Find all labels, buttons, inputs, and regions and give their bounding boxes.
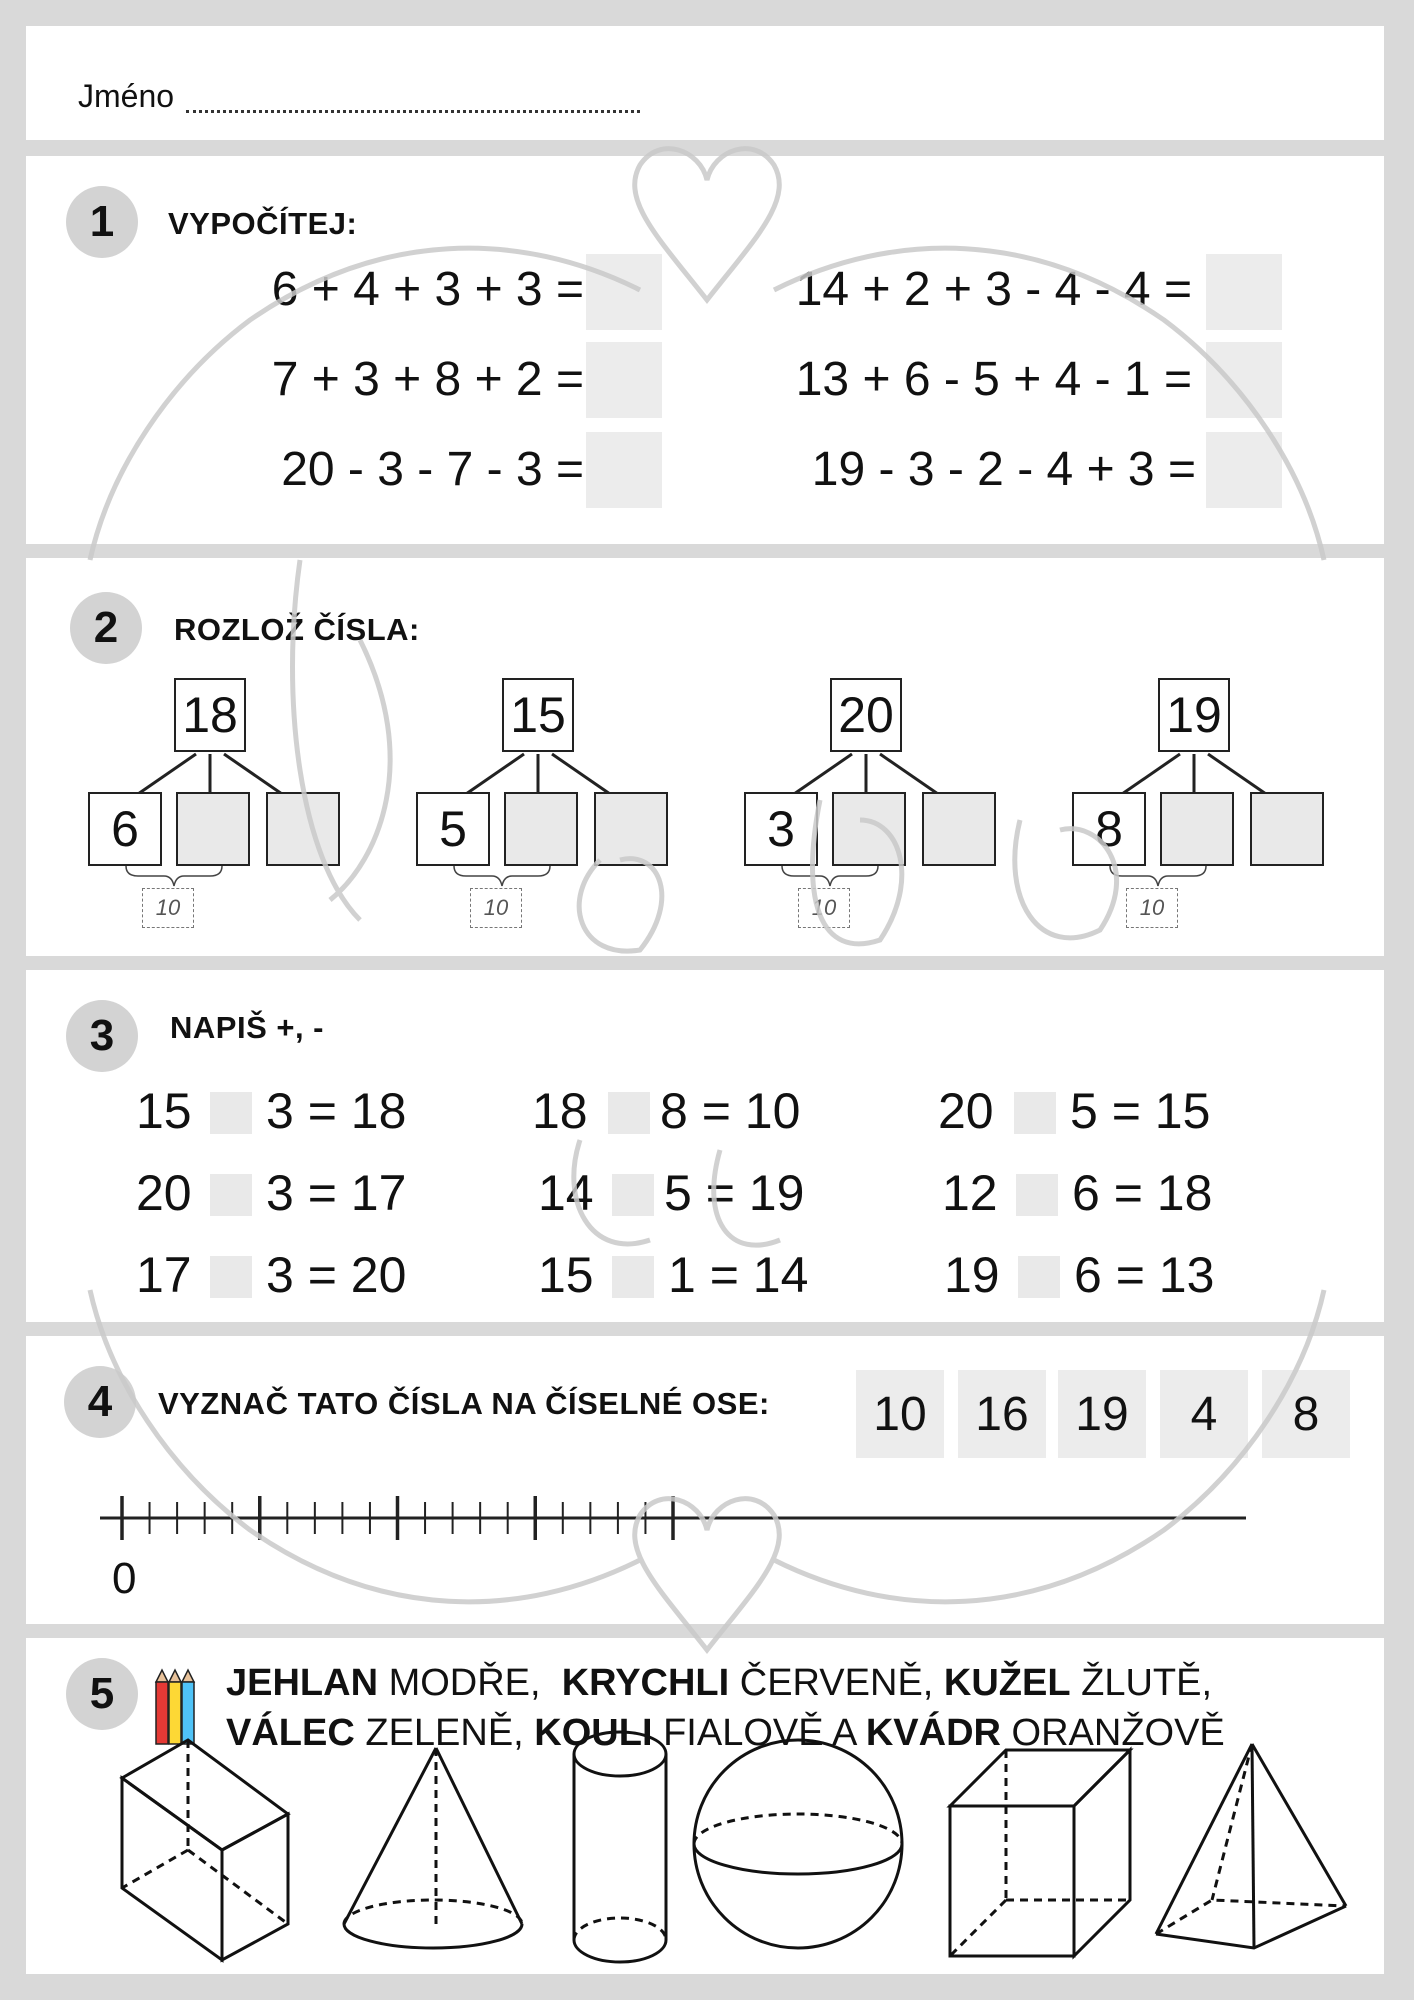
task1-title: VYPOČÍTEJ: [168, 206, 358, 241]
color-name: ŽLUTĚ, [1070, 1662, 1213, 1704]
part-answer-box[interactable] [922, 792, 996, 866]
task3-title: NAPIŠ +, - [170, 1010, 325, 1045]
task4-panel [26, 1336, 1384, 1624]
tree-connectors [26, 558, 1384, 956]
part-number-box: 8 [1072, 792, 1146, 866]
name-label: Jméno [78, 78, 175, 114]
answer-box[interactable] [1206, 342, 1282, 418]
color-name: ORANŽOVĚ [1000, 1712, 1225, 1754]
operand: 14 [538, 1165, 594, 1221]
part-answer-box[interactable] [504, 792, 578, 866]
part-number-box: 6 [88, 792, 162, 866]
task4-title: VYZNAČ TATO ČÍSLA NA ČÍSELNÉ OSE: [158, 1386, 770, 1421]
task3-number-badge: 3 [66, 1000, 138, 1072]
whole-number-box: 20 [830, 678, 902, 752]
color-name: FIALOVĚ A [652, 1712, 866, 1754]
equation: 6 + 4 + 3 + 3 = [271, 263, 584, 316]
number-tile: 19 [1058, 1370, 1146, 1458]
shape-name: KOULI [534, 1712, 653, 1754]
name-panel [26, 26, 1384, 140]
whole-number-box: 19 [1158, 678, 1230, 752]
pyramid-shape[interactable] [1156, 1744, 1346, 1948]
operand-result: 6 = 13 [1074, 1247, 1215, 1303]
answer-box[interactable] [586, 254, 662, 330]
operand-result: 1 = 14 [668, 1247, 809, 1303]
part-answer-box[interactable] [1160, 792, 1234, 866]
operand: 15 [538, 1247, 594, 1303]
operand-result: 5 = 15 [1070, 1083, 1211, 1139]
shape-name: KRYCHLI [561, 1662, 730, 1704]
task2-number-badge: 2 [70, 592, 142, 664]
part-answer-box[interactable] [832, 792, 906, 866]
cone-shape[interactable] [344, 1748, 522, 1948]
equation: 13 + 6 - 5 + 4 - 1 = [795, 353, 1192, 406]
cylinder-shape[interactable] [574, 1732, 666, 1962]
task1-number-badge: 1 [66, 186, 138, 258]
operand: 19 [944, 1247, 1000, 1303]
color-name: MODŘE, [378, 1662, 562, 1704]
number-tile: 4 [1160, 1370, 1248, 1458]
sphere-shape[interactable] [694, 1740, 902, 1948]
answer-box[interactable] [1206, 432, 1282, 508]
shape-name: VÁLEC [226, 1712, 355, 1754]
shape-name: KVÁDR [865, 1712, 1001, 1754]
equation: 14 + 2 + 3 - 4 - 4 = [795, 263, 1192, 316]
equation: 20 - 3 - 7 - 3 = [281, 443, 584, 496]
shape-name: KUŽEL [943, 1662, 1071, 1704]
answer-box[interactable] [1206, 254, 1282, 330]
sign-box[interactable] [210, 1256, 252, 1298]
operand: 20 [938, 1083, 994, 1139]
part-number-box: 3 [744, 792, 818, 866]
name-field[interactable] [186, 110, 640, 113]
task3-panel [26, 970, 1384, 1322]
equation: 19 - 3 - 2 - 4 + 3 = [811, 443, 1196, 496]
ten-hint-box: 10 [470, 888, 522, 928]
sign-box[interactable] [612, 1256, 654, 1298]
cuboid-shape[interactable] [122, 1740, 288, 1960]
answer-box[interactable] [586, 342, 662, 418]
part-answer-box[interactable] [176, 792, 250, 866]
operand: 15 [136, 1083, 192, 1139]
operand-result: 3 = 20 [266, 1247, 407, 1303]
task1-panel [26, 156, 1384, 544]
whole-number-box: 18 [174, 678, 246, 752]
operand: 18 [532, 1083, 588, 1139]
operand-result: 6 = 18 [1072, 1165, 1213, 1221]
sign-box[interactable] [1014, 1092, 1056, 1134]
sign-box[interactable] [1016, 1174, 1058, 1216]
ten-hint-box: 10 [1126, 888, 1178, 928]
number-tile: 8 [1262, 1370, 1350, 1458]
task2-title: ROZLOŽ ČÍSLA: [174, 612, 420, 647]
sign-box[interactable] [210, 1092, 252, 1134]
operand-result: 3 = 17 [266, 1165, 407, 1221]
equation: 7 + 3 + 8 + 2 = [271, 353, 584, 406]
solid-shapes [26, 1638, 1384, 1974]
number-tile: 16 [958, 1370, 1046, 1458]
task4-number-badge: 4 [64, 1366, 136, 1438]
axis-zero-label: 0 [112, 1554, 137, 1603]
task5-number-badge: 5 [66, 1658, 138, 1730]
sign-box[interactable] [612, 1174, 654, 1216]
operand-result: 5 = 19 [664, 1165, 805, 1221]
operand-result: 8 = 10 [660, 1083, 801, 1139]
shape-name: JEHLAN [226, 1662, 379, 1704]
operand-result: 3 = 18 [266, 1083, 407, 1139]
answer-box[interactable] [586, 432, 662, 508]
color-name: ZELENĚ, [354, 1712, 535, 1754]
operand: 17 [136, 1247, 192, 1303]
sign-box[interactable] [608, 1092, 650, 1134]
sign-box[interactable] [210, 1174, 252, 1216]
part-answer-box[interactable] [1250, 792, 1324, 866]
part-number-box: 5 [416, 792, 490, 866]
operand: 12 [942, 1165, 998, 1221]
number-axis[interactable] [26, 1336, 1384, 1624]
cube-shape[interactable] [950, 1750, 1130, 1956]
ten-hint-box: 10 [142, 888, 194, 928]
part-answer-box[interactable] [266, 792, 340, 866]
part-answer-box[interactable] [594, 792, 668, 866]
operand: 20 [136, 1165, 192, 1221]
color-name: ČERVENĚ, [729, 1662, 944, 1704]
number-tile: 10 [856, 1370, 944, 1458]
task2-panel [26, 558, 1384, 956]
sign-box[interactable] [1018, 1256, 1060, 1298]
whole-number-box: 15 [502, 678, 574, 752]
ten-hint-box: 10 [798, 888, 850, 928]
task5-panel [26, 1638, 1384, 1974]
